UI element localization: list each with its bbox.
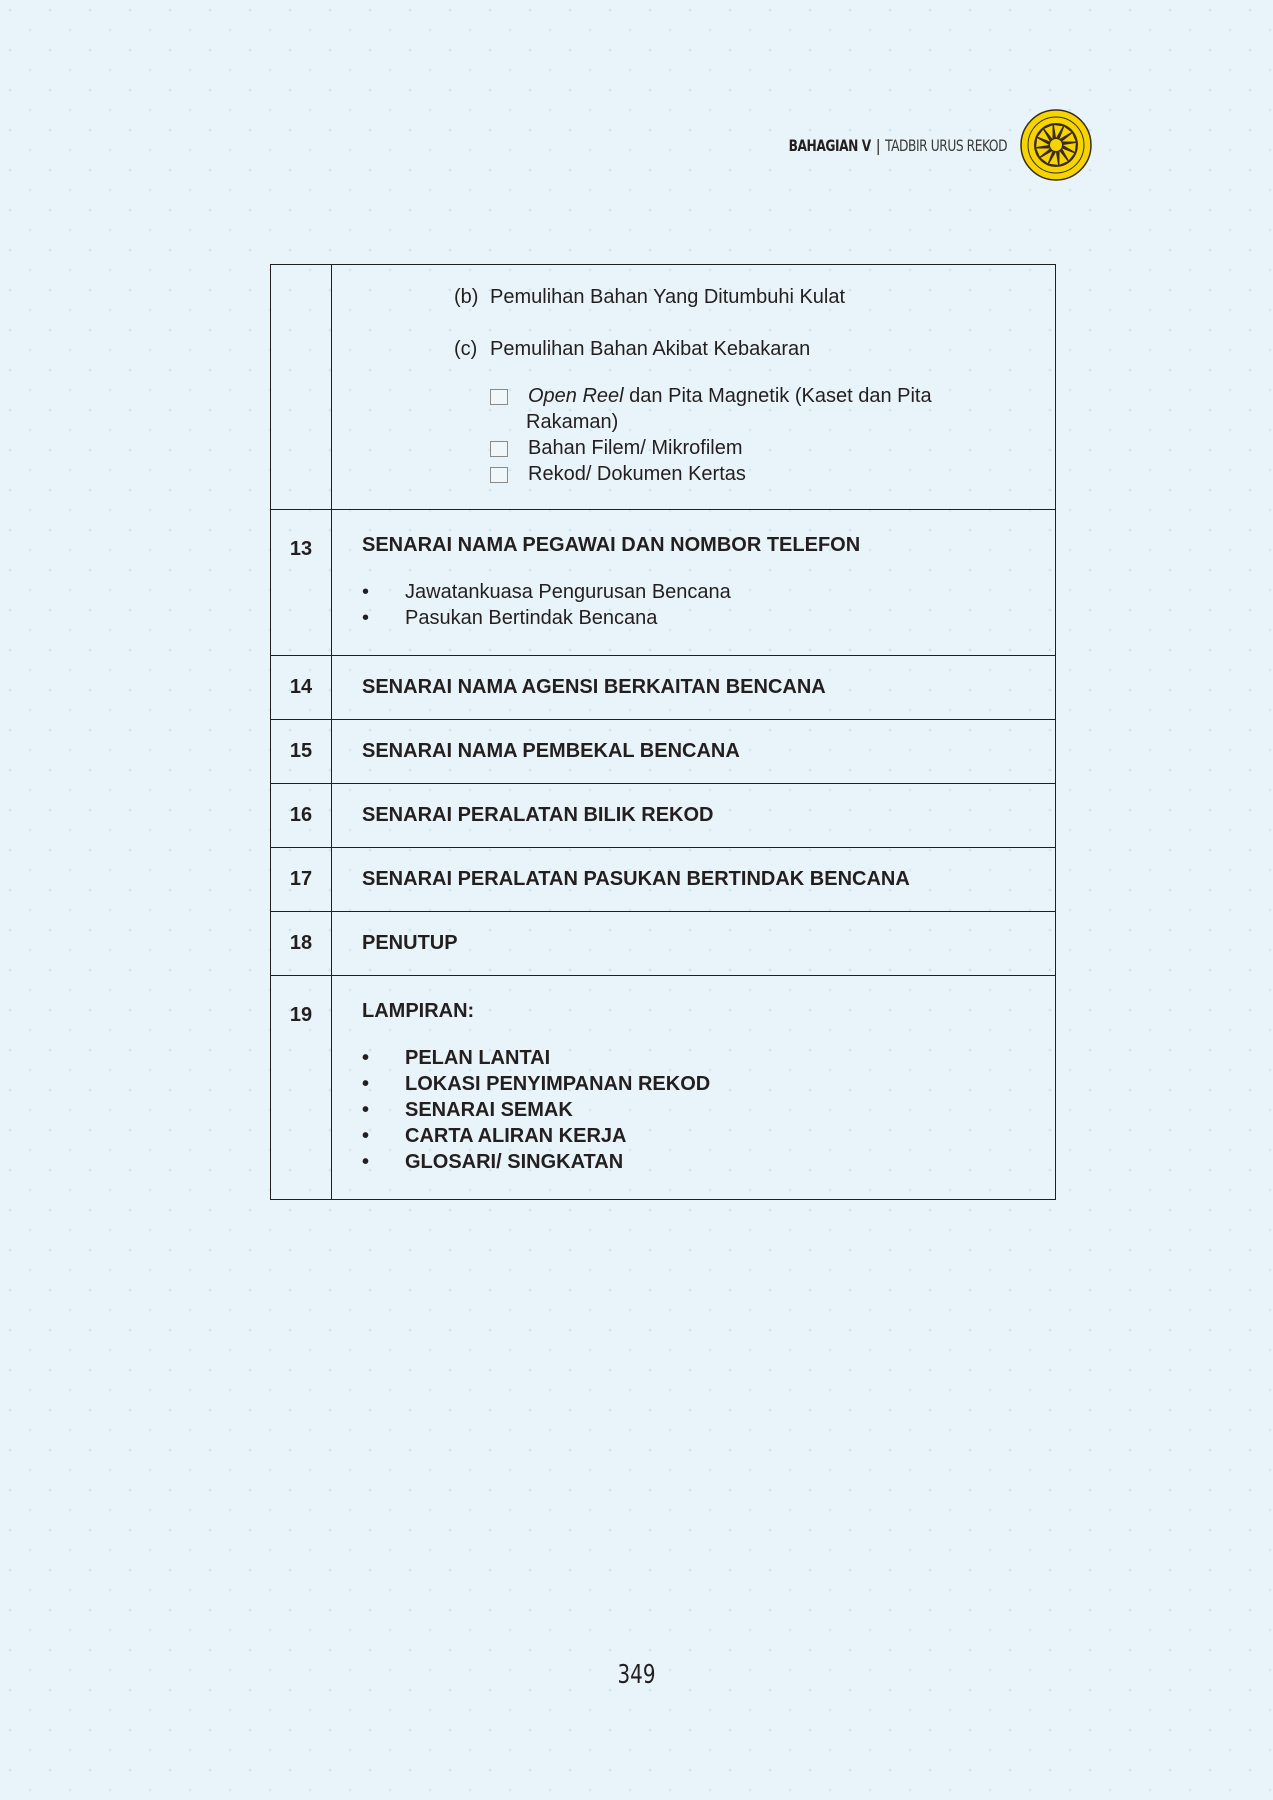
contents-table (270, 264, 1056, 1200)
checklist-item (490, 435, 1035, 461)
bullet-icon: • (362, 1151, 370, 1173)
checkbox-icon (490, 467, 508, 483)
checklist-item-continuation (490, 409, 1035, 435)
sub-item-b (454, 285, 1035, 309)
bullet-icon: • (362, 1073, 370, 1095)
page-header (750, 106, 1093, 184)
emblem-logo (1019, 108, 1093, 182)
row-number: 19 (271, 976, 332, 1200)
row-content (332, 510, 1056, 656)
sub-item-c (454, 337, 1035, 361)
checkbox-icon (490, 441, 508, 457)
header-text (788, 136, 1007, 155)
row-number-empty (271, 265, 332, 510)
list-item (362, 1097, 1035, 1123)
bullet-icon: • (362, 607, 370, 629)
list-item-text: Jawatankuasa Pengurusan Bencana (405, 581, 731, 603)
checkbox-icon (490, 389, 508, 405)
list-item-text: Pasukan Bertindak Bencana (405, 607, 658, 629)
row-title: SENARAI NAMA PEMBEKAL BENCANA (362, 740, 740, 762)
row-number: 18 (271, 912, 332, 976)
checklist-item (490, 461, 1035, 487)
list-item (362, 1045, 1035, 1071)
sub-items (454, 285, 1035, 487)
row-number: 13 (271, 510, 332, 656)
bullet-icon: • (362, 1047, 370, 1069)
list-item-text: LOKASI PENYIMPANAN REKOD (405, 1073, 711, 1095)
table-row-19 (271, 976, 1056, 1200)
list-item-text: CARTA ALIRAN KERJA (405, 1125, 627, 1147)
sub-item-label: (b) (454, 286, 479, 308)
row-content (332, 656, 1056, 720)
table-row-17 (271, 848, 1056, 912)
list-item (362, 1071, 1035, 1097)
row-content (332, 976, 1056, 1200)
row-title: SENARAI NAMA PEGAWAI DAN NOMBOR TELEFON (362, 534, 861, 556)
row-number: 15 (271, 720, 332, 784)
page-number: 349 (617, 1660, 656, 1690)
checklist-item (490, 383, 1035, 409)
row-title: SENARAI NAMA AGENSI BERKAITAN BENCANA (362, 676, 826, 698)
table-row-15 (271, 720, 1056, 784)
row-title: LAMPIRAN: (362, 1000, 475, 1022)
list-item (362, 579, 1035, 605)
list-item (362, 1149, 1035, 1175)
sub-item-label: (c) (454, 338, 478, 360)
continuation-row (271, 265, 1056, 510)
checklist-text: Bahan Filem/ Mikrofilem (528, 437, 743, 459)
list-item (362, 605, 1035, 631)
row-content (332, 784, 1056, 848)
checklist-text: dan Pita Magnetik (Kaset dan Pita (623, 385, 932, 407)
row-title: SENARAI PERALATAN BILIK REKOD (362, 804, 714, 826)
bullet-list (362, 579, 1035, 631)
row-number: 17 (271, 848, 332, 912)
list-item (362, 1123, 1035, 1149)
row-number: 14 (271, 656, 332, 720)
header-section: BAHAGIAN V (788, 135, 871, 155)
row-content (332, 720, 1056, 784)
row-title: PENUTUP (362, 932, 458, 954)
checklist-italic: Open Reel (528, 385, 624, 407)
table-row-18 (271, 912, 1056, 976)
table-row-13 (271, 510, 1056, 656)
sub-item-text: Pemulihan Bahan Akibat Kebakaran (490, 338, 811, 360)
bullet-icon: • (362, 1125, 370, 1147)
row-number: 16 (271, 784, 332, 848)
table-row-14 (271, 656, 1056, 720)
list-item-text: PELAN LANTAI (405, 1047, 551, 1069)
bullet-icon: • (362, 581, 370, 603)
sub-item-text: Pemulihan Bahan Yang Ditumbuhi Kulat (490, 286, 846, 308)
row-content (332, 912, 1056, 976)
bullet-list (362, 1045, 1035, 1175)
header-separator: | (875, 135, 880, 155)
list-item-text: GLOSARI/ SINGKATAN (405, 1151, 624, 1173)
continuation-content (332, 265, 1056, 510)
checklist (490, 383, 1035, 487)
row-content (332, 848, 1056, 912)
checklist-text: Rekod/ Dokumen Kertas (528, 463, 746, 485)
header-title: TADBIR URUS REKOD (884, 135, 1007, 155)
row-title: SENARAI PERALATAN PASUKAN BERTINDAK BENCANA (362, 868, 910, 890)
checklist-text: Rakaman) (526, 411, 619, 433)
list-item-text: SENARAI SEMAK (405, 1099, 573, 1121)
table-row-16 (271, 784, 1056, 848)
bullet-icon: • (362, 1099, 370, 1121)
